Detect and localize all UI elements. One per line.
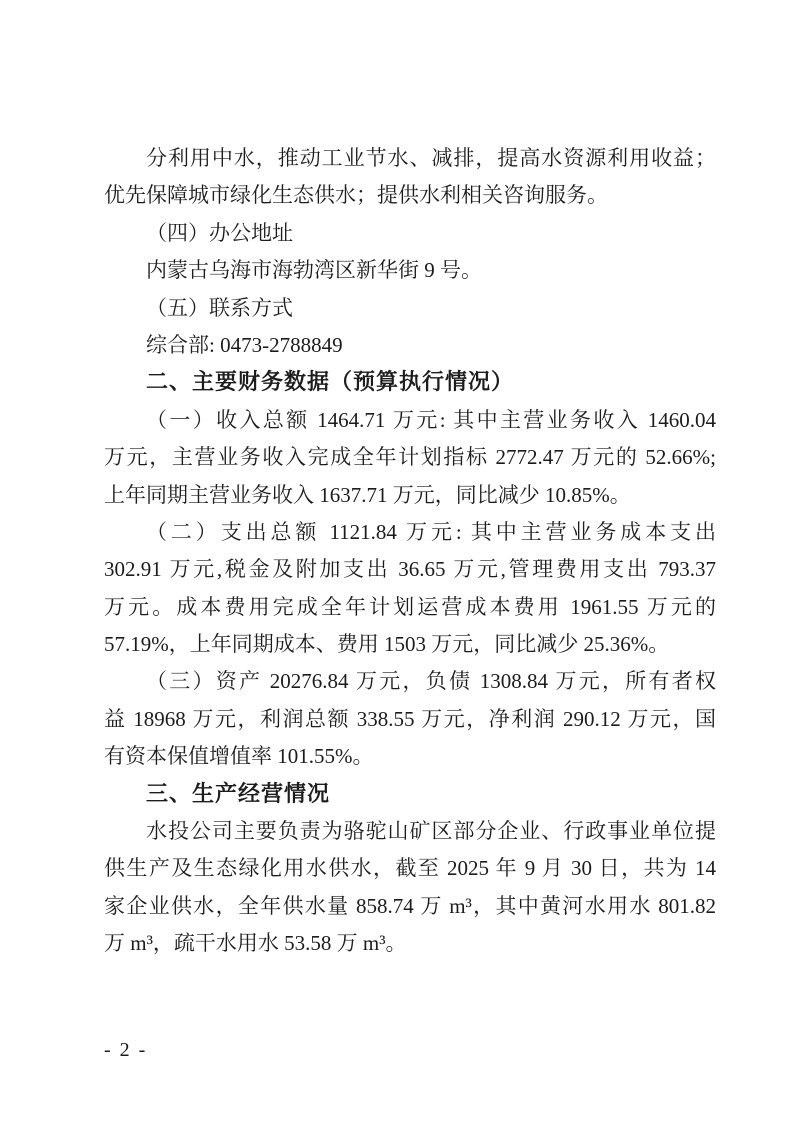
text-line: 优先保障城市绿化生态供水；提供水利相关咨询服务。 xyxy=(104,183,608,208)
document-body xyxy=(104,140,716,963)
text-line: 万元。成本费用完成全年计划运营成本费用 1961.55 万元的 xyxy=(104,594,716,619)
text-line: 益 18968 万元，利润总额 338.55 万元，净利润 290.12 万元，国 xyxy=(104,706,716,731)
text-line: 57.19%，上年同期成本、费用 1503 万元，同比减少 25.36%。 xyxy=(104,632,670,657)
text-line: （三）资产 20276.84 万元，负债 1308.84 万元，所有者权 xyxy=(146,669,716,694)
text-line: 上年同期主营业务收入 1637.71 万元，同比减少 10.85%。 xyxy=(104,482,631,507)
page-number: - 2 - xyxy=(104,1039,148,1061)
text-line: 万元，主营业务收入完成全年计划指标 2772.47 万元的 52.66%; xyxy=(104,445,716,470)
contact-phone-line: 综合部: 0473-2788849 xyxy=(146,332,343,357)
text-line: 水投公司主要负责为骆驼山矿区部分企业、行政事业单位提 xyxy=(146,819,716,844)
text-line: 家企业供水，全年供水量 858.74 万 m³，其中黄河水用水 801.82 xyxy=(104,893,716,918)
text-line: （一）收入总额 1464.71 万元: 其中主营业务收入 1460.04 xyxy=(146,407,716,432)
heading-financial-data: 二、主要财务数据（预算执行情况） xyxy=(146,370,515,396)
text-line: 供生产及生态绿化用水供水，截至 2025 年 9 月 30 日，共为 14 xyxy=(104,856,716,881)
text-line: 万 m³，疏干水用水 53.58 万 m³。 xyxy=(104,931,407,956)
text-line: （五）联系方式 xyxy=(146,295,293,320)
office-address-line: 内蒙古乌海市海勃湾区新华街 9 号。 xyxy=(146,258,482,283)
heading-production-operations: 三、生产经营情况 xyxy=(146,781,331,807)
text-line: 分利用中水，推动工业节水、减排，提高水资源利用收益； xyxy=(146,146,716,170)
text-line: 有资本保值增值率 101.55%。 xyxy=(104,744,374,769)
text-line: （二）支出总额 1121.84 万元: 其中主营业务成本支出 xyxy=(146,519,716,544)
text-line: 302.91 万元,税金及附加支出 36.65 万元,管理费用支出 793.37 xyxy=(104,557,716,582)
text-line: （四）办公地址 xyxy=(146,220,293,245)
